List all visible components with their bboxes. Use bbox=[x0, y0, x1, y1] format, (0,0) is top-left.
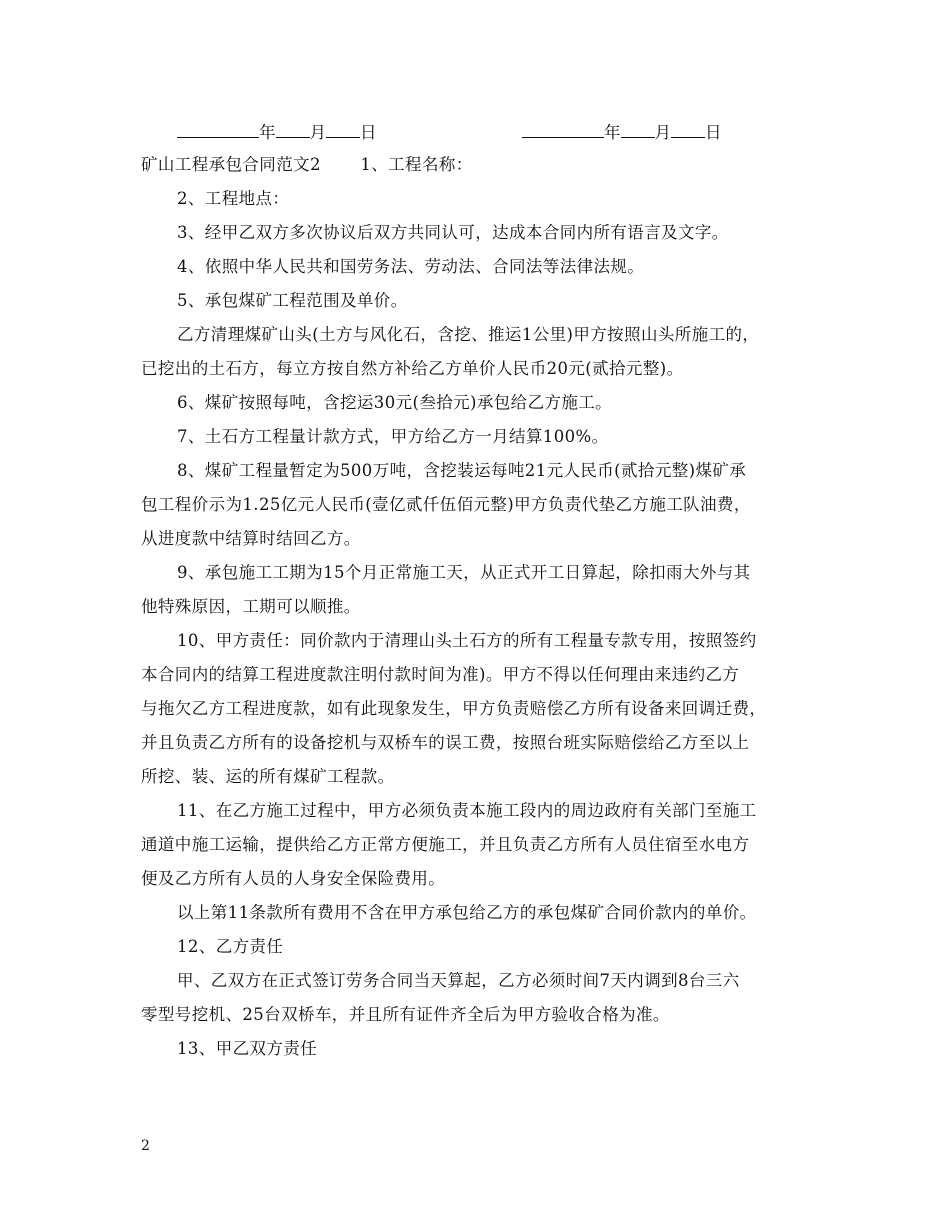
day-blank bbox=[671, 119, 705, 138]
text-line: 便及乙方所有人员的人身安全保险费用。 bbox=[141, 869, 446, 888]
year-blank bbox=[522, 119, 604, 138]
text-line: 包工程价示为1.25亿元人民币(壹亿贰仟伍佰元整)甲方负责代垫乙方施工队油费， bbox=[141, 495, 751, 514]
text-line: 7、土石方工程量计款方式，甲方给乙方一月结算100%。 bbox=[177, 427, 609, 446]
signature-date-right: 年 月 日 bbox=[522, 119, 722, 145]
text-line: 与拖欠乙方工程进度款，如有此现象发生，甲方负责赔偿乙方所有设备来回调迁费， bbox=[141, 699, 767, 718]
text-line: 甲、乙双方在正式签订劳务合同当天算起，乙方必须时间7天内调到8台三六 bbox=[177, 971, 740, 990]
text-line: 4、依照中华人民共和国劳务法、劳动法、合同法等法律法规。 bbox=[177, 257, 645, 276]
text-line: 10、甲方责任：同价款内于清理山头土石方的所有工程量专款专用，按照签约 bbox=[177, 631, 757, 650]
text-line: 本合同内的结算工程进度款注明付款时间为准)。甲方不得以任何理由来违约乙方 bbox=[141, 665, 740, 684]
text-line: 已挖出的土石方，每立方按自然方补给乙方单价人民币20元(贰拾元整)。 bbox=[141, 359, 684, 378]
text-line: 零型号挖机、25台双桥车，并且所有证件齐全后为甲方验收合格为准。 bbox=[141, 1005, 670, 1024]
text-line: 11、在乙方施工过程中，甲方必须负责本施工段内的周边政府有关部门至施工 bbox=[177, 801, 757, 820]
page-number: 2 bbox=[141, 1138, 150, 1154]
day-blank bbox=[326, 119, 360, 138]
text-line: 6、煤矿按照每吨，含挖运30元(叁拾元)承包给乙方施工。 bbox=[177, 393, 613, 412]
text-line: 13、甲乙双方责任 bbox=[177, 1039, 318, 1058]
month-blank bbox=[621, 119, 655, 138]
year-blank bbox=[177, 119, 259, 138]
text-line: 2、工程地点： bbox=[177, 189, 290, 208]
document-title-line: 矿山工程承包合同范文2 1、工程名称： bbox=[141, 155, 473, 174]
text-line: 8、煤矿工程量暂定为500万吨，含挖装运每吨21元人民币(贰拾元整)煤矿承 bbox=[177, 461, 747, 480]
text-line: 12、乙方责任 bbox=[177, 937, 284, 956]
signature-date-left: 年 月 日 bbox=[177, 119, 377, 145]
text-line: 5、承包煤矿工程范围及单价。 bbox=[177, 291, 408, 310]
text-line: 9、承包施工工期为15个月正常施工天，从正式开工日算起，除扣雨大外与其 bbox=[177, 563, 751, 582]
text-line: 通道中施工运输，提供给乙方正常方便施工，并且负责乙方所有人员住宿至水电方 bbox=[141, 835, 750, 854]
text-line: 从进度款中结算时结回乙方。 bbox=[141, 529, 361, 548]
text-line: 以上第11条款所有费用不含在甲方承包给乙方的承包煤矿合同价款内的单价。 bbox=[177, 903, 757, 922]
text-line: 3、经甲乙双方多次协议后双方共同认可，达成本合同内所有语言及文字。 bbox=[177, 223, 729, 242]
text-line: 所挖、装、运的所有煤矿工程款。 bbox=[141, 767, 395, 786]
text-line: 乙方清理煤矿山头(土方与风化石，含挖、推运1公里)甲方按照山头所施工的， bbox=[177, 325, 760, 344]
text-line: 并且负责乙方所有的设备挖机与双桥车的误工费，按照台班实际赔偿给乙方至以上 bbox=[141, 733, 750, 752]
text-line: 他特殊原因，工期可以顺推。 bbox=[141, 597, 361, 616]
month-blank bbox=[276, 119, 310, 138]
